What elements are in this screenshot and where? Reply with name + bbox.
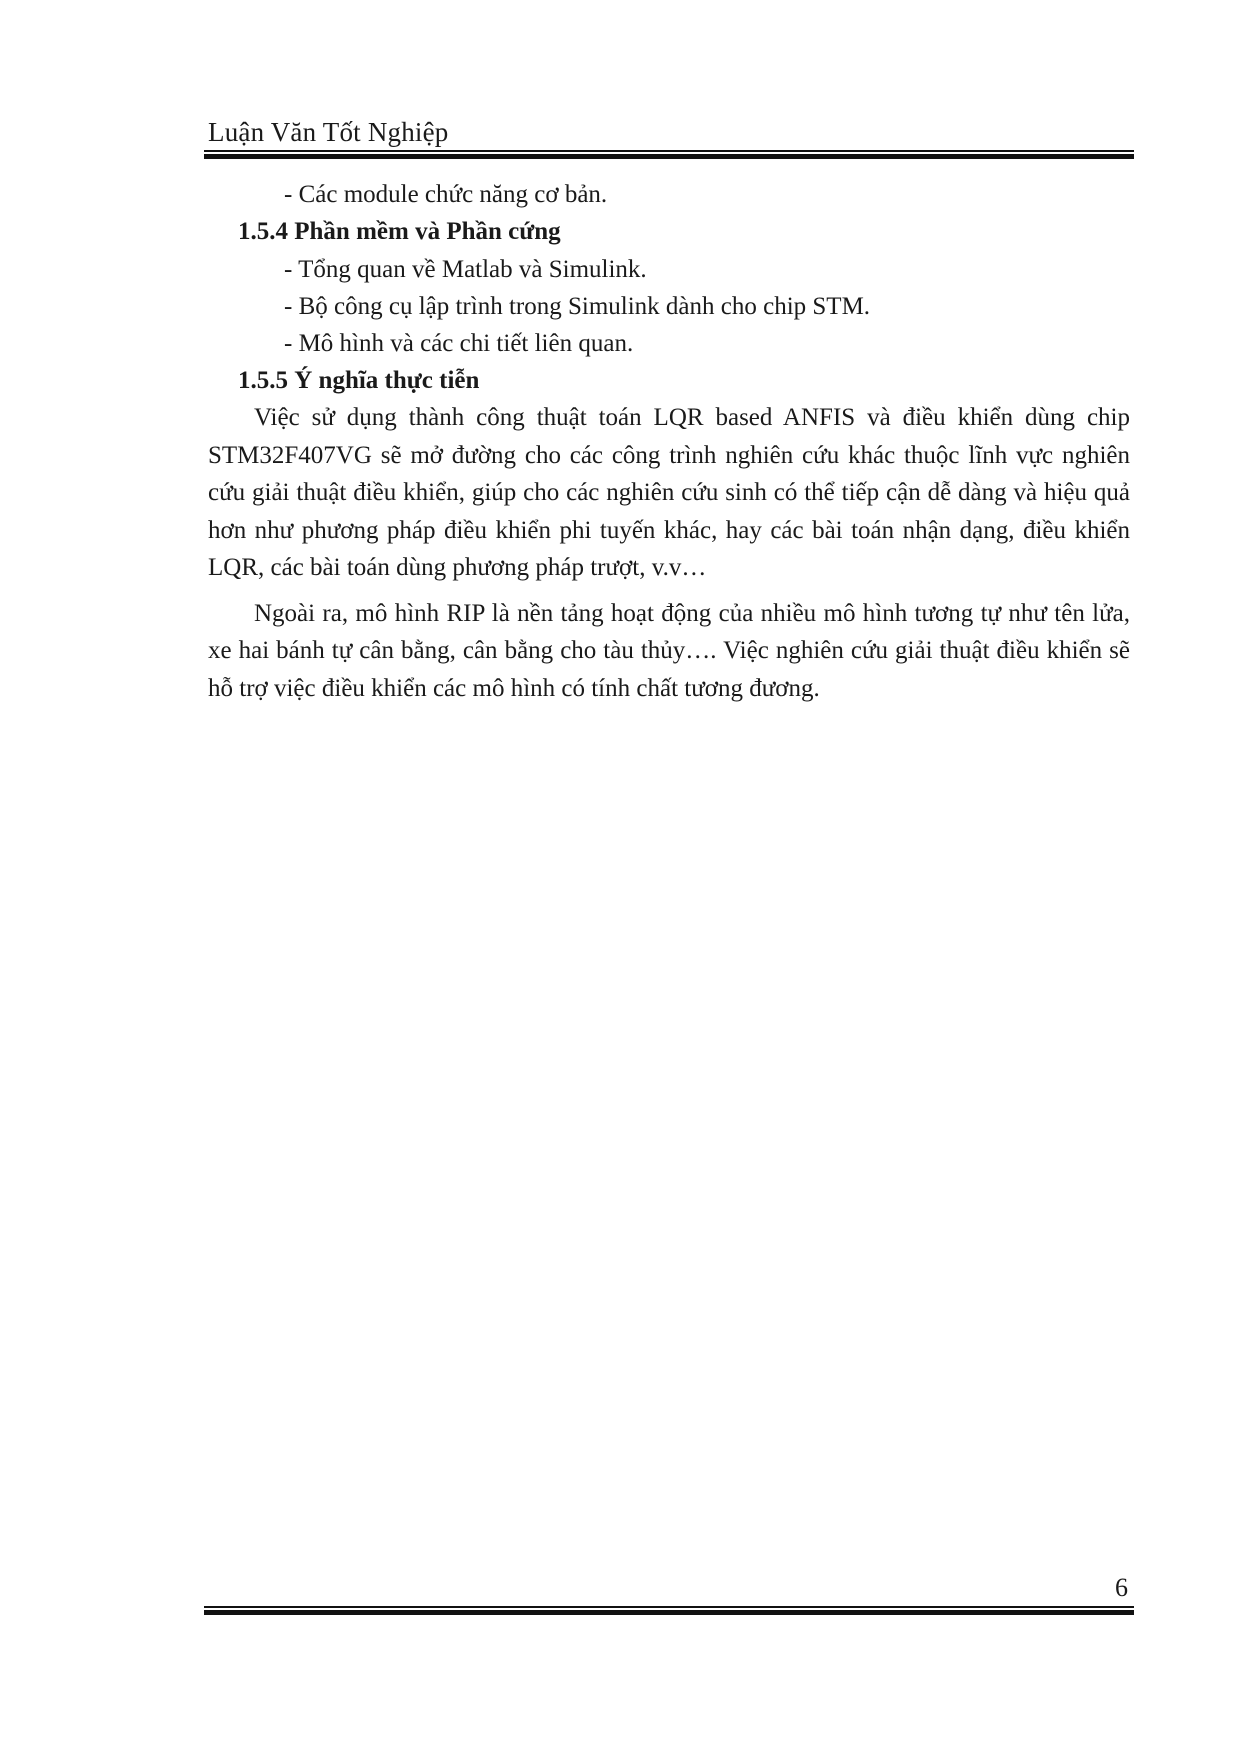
page-content [208, 176, 1130, 715]
section-heading-1-5-4: 1.5.4 Phần mềm và Phần cứng [238, 218, 561, 245]
header-rule [204, 150, 1134, 159]
bullet-item: - Các module chức năng cơ bản. [284, 181, 608, 208]
header-rule-thick-line [204, 154, 1134, 159]
bullet-item: - Tổng quan về Matlab và Simulink. [284, 255, 647, 283]
footer-rule [204, 1606, 1134, 1615]
footer-rule-thick-line [204, 1610, 1134, 1615]
bullet-item: - Mô hình và các chi tiết liên quan. [284, 329, 634, 357]
page-number: 6 [1115, 1573, 1128, 1602]
bullet-item: - Bộ công cụ lập trình trong Simulink dành cho chip STM. [284, 292, 871, 320]
section-heading-1-5-5: 1.5.5 Ý nghĩa thực tiễn [238, 366, 480, 394]
body-paragraph: Việc sử dụng thành công thuật toán LQR based ANFIS và điều khiển dùng chip STM32F407VG sẽ mở đường cho các công trình nghiên cứu khác thuộc lĩnh vực nghiên cứu giải thuật điều khiển, giúp cho các nghiên cứu sinh có thể tiếp cận dễ dàng và hiệu quả hơn như phương pháp điều khiển phi tuyến khác, hay các bài toán nhận dạng, điều khiển LQR, các bài toán dùng phương pháp trượt, v.v… [208, 404, 1130, 581]
running-header-title: Luận Văn Tốt Nghiệp [208, 117, 449, 147]
body-paragraph: Ngoài ra, mô hình RIP là nền tảng hoạt động của nhiều mô hình tương tự như tên lửa, xe hai bánh tự cân bằng, cân bằng cho tàu thủy…. Việc nghiên cứu giải thuật điều khiển sẽ hỗ trợ việc điều khiển các mô hình có tính chất tương đương. [208, 599, 1130, 702]
